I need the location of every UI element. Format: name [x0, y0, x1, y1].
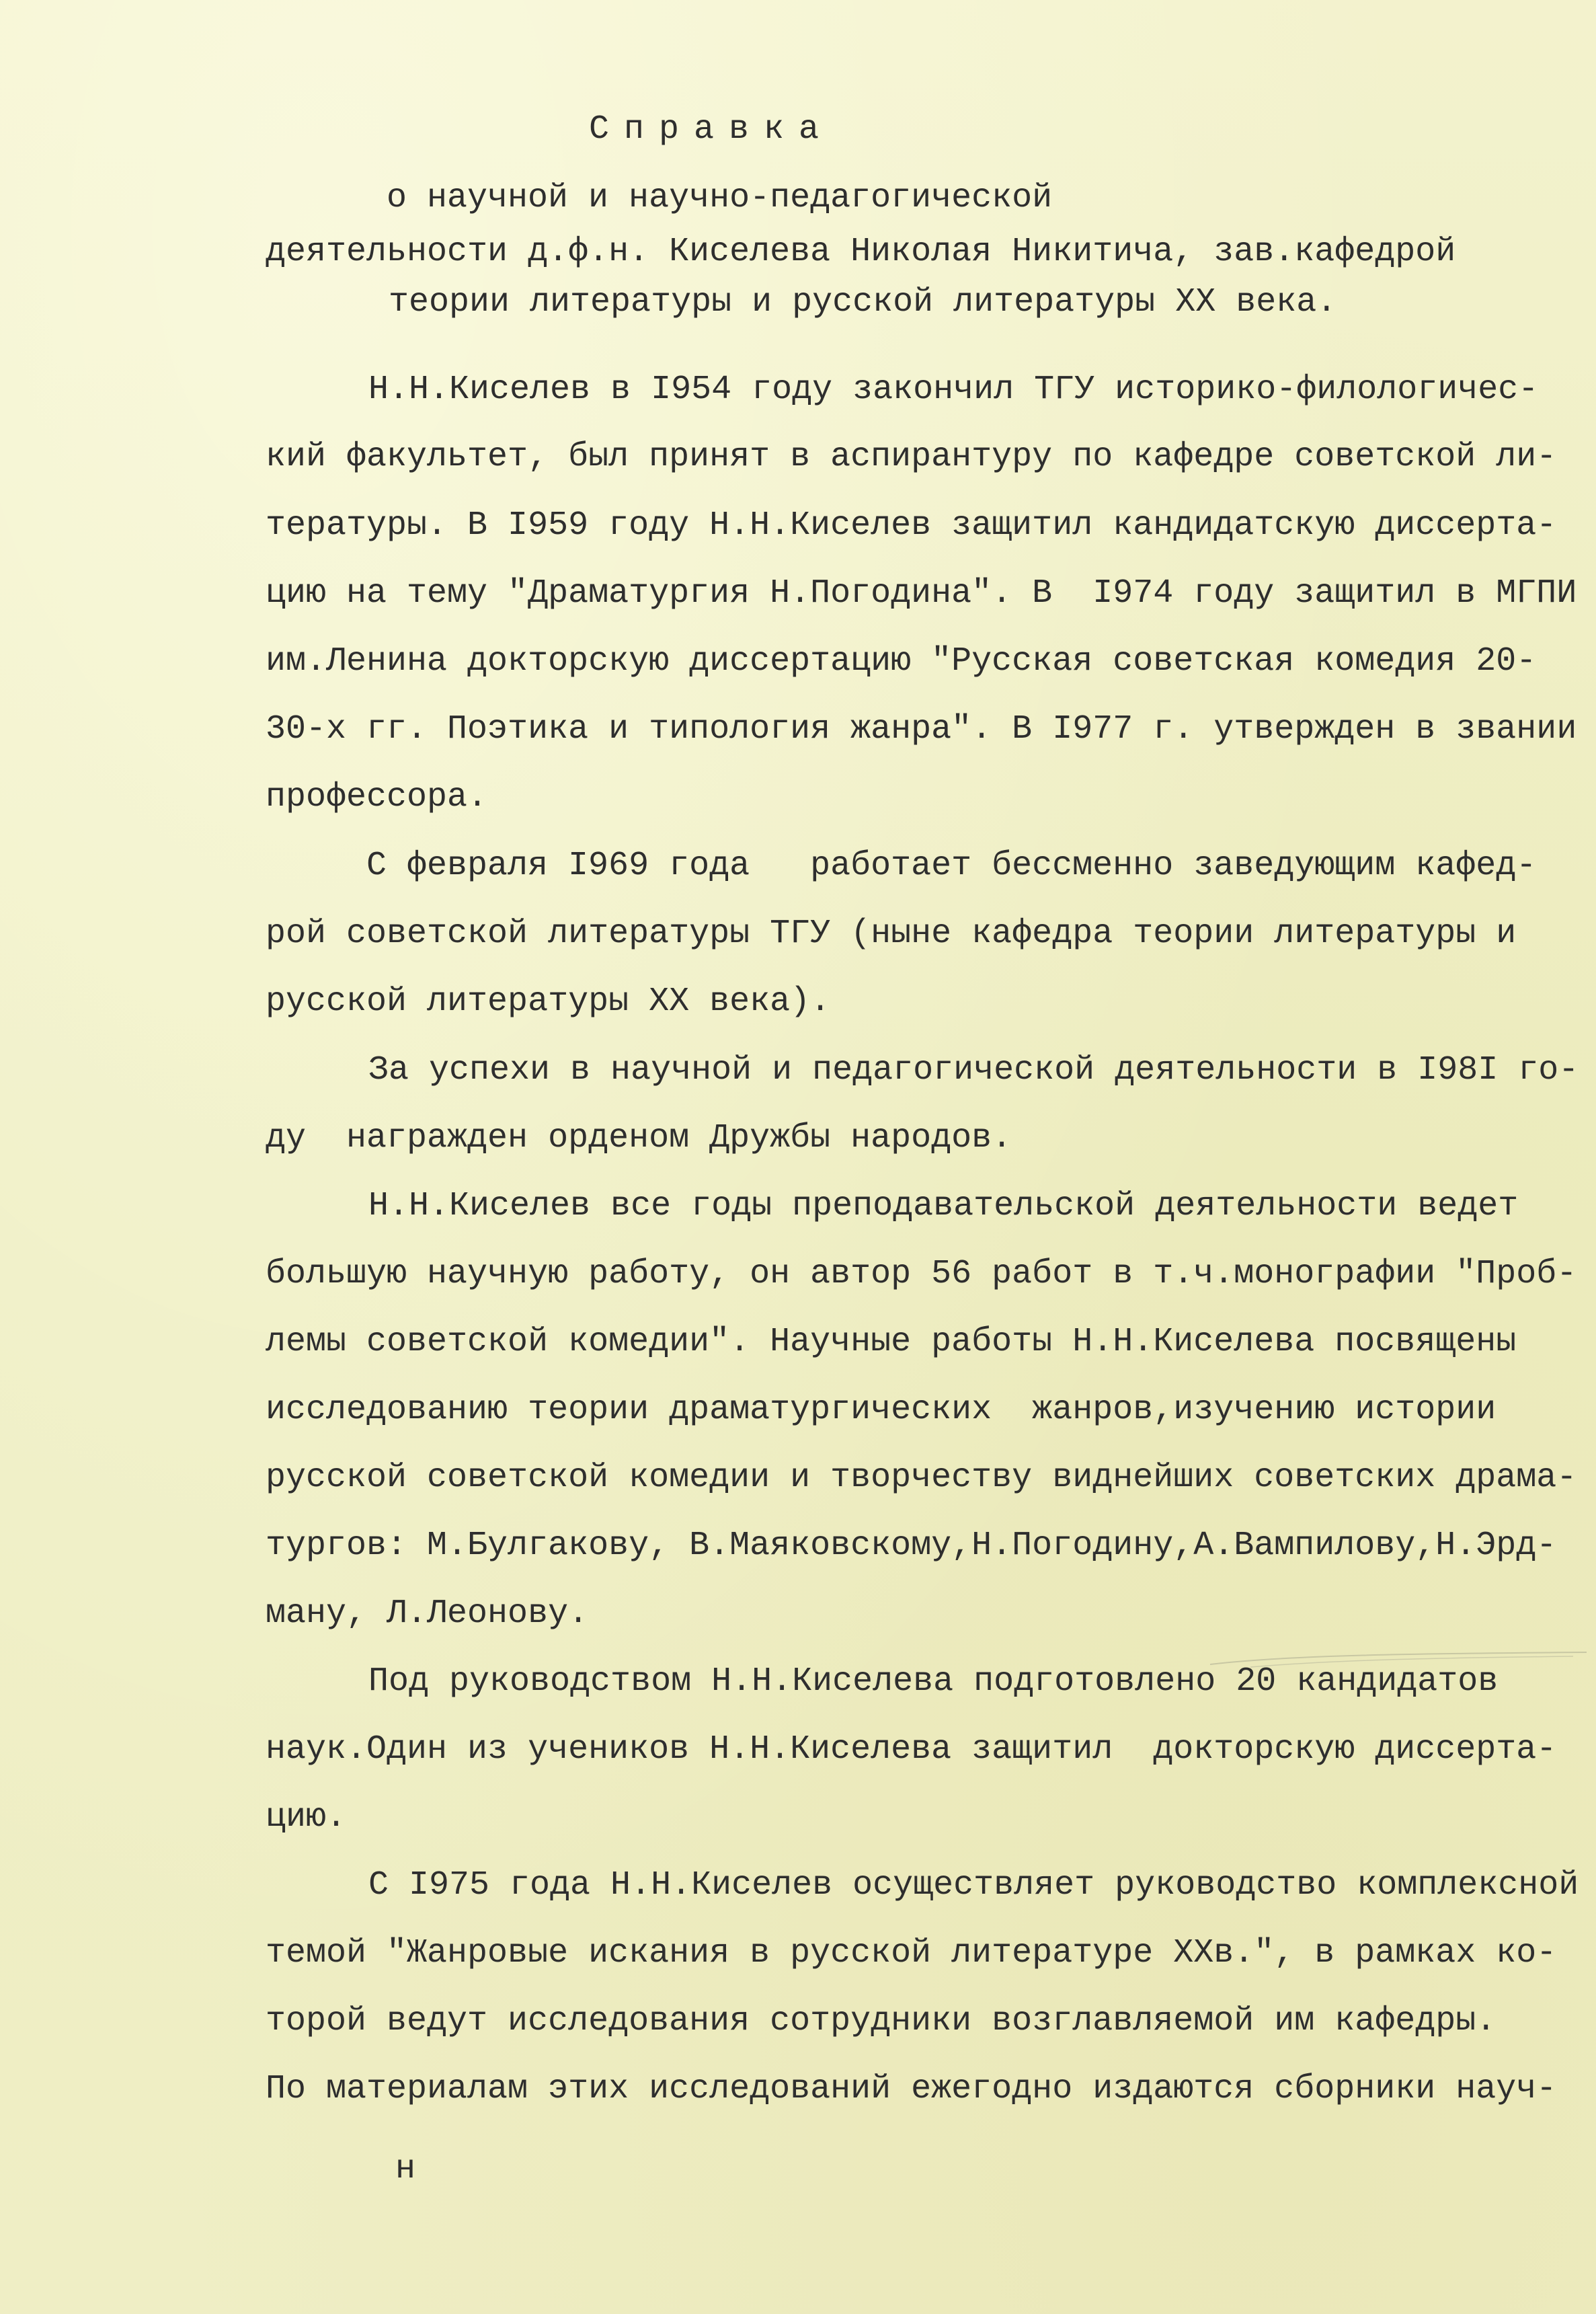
body-line-7: профессора. [266, 778, 488, 816]
body-line-26: По материалам этих исследований ежегодно издаются сборники науч- [266, 2070, 1557, 2108]
body-line-22: цию. [266, 1798, 347, 1837]
subtitle-line-1: о научной и научно-педагогической [387, 179, 1053, 217]
body-line-3: тературы. В I959 году Н.Н.Киселев защитил кандидатскую диссерта- [266, 506, 1557, 545]
body-line-6: 30-х гг. Поэтика и типология жанра". В I977 г. утвержден в звании [266, 710, 1577, 748]
body-line-16: исследованию теории драматургических жанров,изучению истории [266, 1391, 1497, 1429]
body-line-12: ду награжден орденом Дружбы народов. [266, 1119, 1012, 1157]
body-line-25: торой ведут исследования сотрудники возглавляемой им кафедры. [266, 2002, 1497, 2040]
subtitle-line-3: теории литературы и русской литературы XX века. [389, 283, 1337, 321]
body-line-18: тургов: М.Булгакову, В.Маяковскому,Н.Погодину,А.Вампилову,Н.Эрд- [266, 1527, 1557, 1565]
body-line-19: ману, Л.Леонову. [266, 1594, 589, 1633]
footer-continuation-mark: н [395, 2150, 416, 2188]
document-title: Справка [589, 110, 834, 149]
body-line-17: русской советской комедии и творчеству виднейших советских драма- [266, 1459, 1577, 1497]
body-line-15: лемы советской комедии". Научные работы Н.Н.Киселева посвящены [266, 1323, 1517, 1361]
subtitle-line-2: деятельности д.ф.н. Киселева Николая Никитича, зав.кафедрой [266, 233, 1456, 271]
body-line-24: темой "Жанровые искания в русской литературе XXв.", в рамках ко- [266, 1934, 1557, 1972]
body-line-21: наук.Один из учеников Н.Н.Киселева защитил докторскую диссерта- [266, 1730, 1557, 1769]
body-line-14: большую научную работу, он автор 56 работ в т.ч.монографии "Проб- [266, 1255, 1577, 1293]
body-line-20: Под руководством Н.Н.Киселева подготовлено 20 кандидатов [368, 1662, 1499, 1701]
body-line-10: русской литературы XX века). [266, 982, 831, 1021]
body-line-2: кий факультет, был принят в аспирантуру по кафедре советской ли- [266, 438, 1557, 476]
body-line-9: рой советской литературы ТГУ (ныне кафедра теории литературы и [266, 915, 1517, 953]
body-line-1: Н.Н.Киселев в I954 году закончил ТГУ историко-филологичес- [368, 371, 1539, 409]
body-line-11: За успехи в научной и педагогической деятельности в I98I го- [368, 1051, 1579, 1089]
body-line-8: С февраля I969 года работает бессменно заведующим кафед- [366, 847, 1537, 885]
body-line-5: им.Ленина докторскую диссертацию "Русская советская комедия 20- [266, 642, 1537, 681]
body-line-23: С I975 года Н.Н.Киселев осуществляет руководство комплексной [368, 1866, 1579, 1904]
body-line-13: Н.Н.Киселев все годы преподавательской деятельности ведет [368, 1187, 1519, 1225]
body-line-4: цию на тему "Драматургия Н.Погодина". В I974 году защитил в МГПИ [266, 574, 1577, 613]
